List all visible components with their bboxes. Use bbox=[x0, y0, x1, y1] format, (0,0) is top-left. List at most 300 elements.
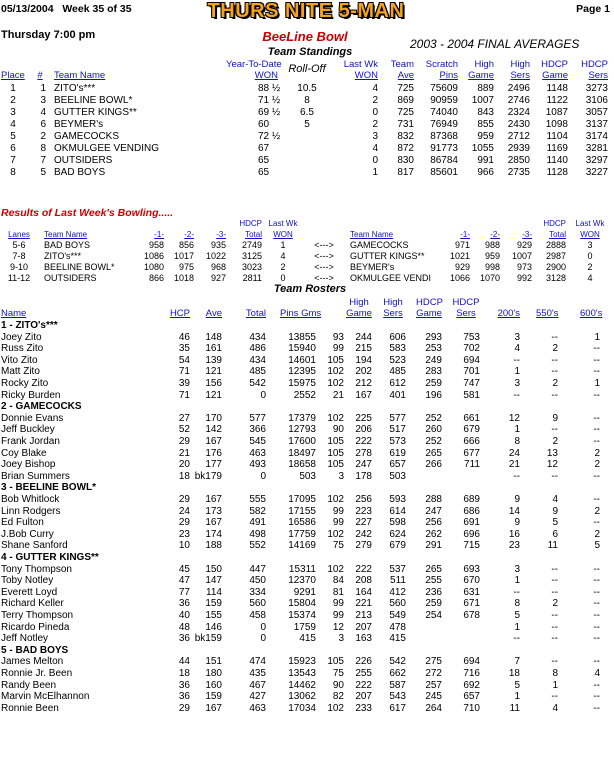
roster-cell: 105 bbox=[327, 448, 344, 459]
roster-cell: 13 bbox=[546, 448, 558, 459]
roster-cell: 36 bbox=[178, 633, 190, 644]
roster-cell: -- bbox=[593, 691, 600, 702]
results-cell: 929 bbox=[454, 262, 470, 272]
roster-cell: 5 bbox=[594, 540, 600, 551]
standings-row bbox=[0, 131, 614, 142]
results-cell: BAD BOYS bbox=[44, 240, 91, 250]
standings-row bbox=[0, 167, 614, 178]
roster-cell: 2 bbox=[594, 506, 600, 517]
roster-cell: 29 bbox=[178, 494, 190, 505]
roster-cell: 45 bbox=[178, 564, 190, 575]
roster-cell: 18497 bbox=[288, 448, 316, 459]
standings-col-header: High Sers bbox=[510, 59, 530, 81]
results-cell: 968 bbox=[210, 262, 226, 272]
roster-cell: -- bbox=[593, 413, 600, 424]
roster-cell: -- bbox=[593, 656, 600, 667]
roster-cell: 102 bbox=[327, 366, 344, 377]
roster-row bbox=[0, 668, 614, 679]
results-cell: BEELINE BOWL* bbox=[44, 262, 115, 272]
roster-cell: 753 bbox=[463, 332, 480, 343]
standings-cell: 5 bbox=[40, 167, 46, 178]
roster-cell: 10 bbox=[178, 540, 190, 551]
roster-cell: 159 bbox=[205, 691, 222, 702]
roster-cell: 176 bbox=[205, 448, 222, 459]
roster-cell: 503 bbox=[299, 471, 316, 482]
roster-cell: 207 bbox=[355, 691, 372, 702]
roster-cell: 458 bbox=[249, 610, 266, 621]
roster-cell: 1 bbox=[514, 622, 520, 633]
results-cell: GUTTER KINGS** bbox=[350, 251, 425, 261]
standings-title: Team Standings bbox=[267, 46, 353, 58]
roster-cell: Ricardo Pineda bbox=[1, 622, 70, 633]
roster-cell: 36 bbox=[178, 598, 190, 609]
roster-cell: 573 bbox=[389, 436, 406, 447]
roster-cell: 4 bbox=[594, 668, 600, 679]
standings-cell: 830 bbox=[397, 155, 414, 166]
roster-cell: 233 bbox=[355, 703, 372, 714]
standings-cell: 8 bbox=[10, 167, 16, 178]
roster-cell: 13855 bbox=[288, 332, 316, 343]
roster-cell: 619 bbox=[389, 448, 406, 459]
roster-row bbox=[0, 343, 614, 354]
rosters-col-header: 550's bbox=[536, 308, 559, 319]
roster-cell: 121 bbox=[205, 366, 222, 377]
results-cell: 973 bbox=[516, 262, 532, 272]
standings-cell: 6.5 bbox=[300, 107, 314, 118]
roster-cell: 21 bbox=[332, 390, 344, 401]
report-week: Week 35 of 35 bbox=[62, 3, 132, 15]
roster-cell: Vito Zito bbox=[1, 355, 38, 366]
roster-cell: 174 bbox=[205, 529, 222, 540]
roster-cell: 587 bbox=[389, 680, 406, 691]
roster-cell: 17034 bbox=[288, 703, 316, 714]
roster-cell: Tony Thompson bbox=[1, 564, 72, 575]
standings-cell: 6 bbox=[10, 143, 16, 154]
roster-cell: 266 bbox=[425, 459, 442, 470]
roster-cell: 27 bbox=[178, 413, 190, 424]
roster-cell: 549 bbox=[389, 610, 406, 621]
roster-cell: 156 bbox=[205, 378, 222, 389]
roster-cell: 545 bbox=[249, 436, 266, 447]
roster-cell: 262 bbox=[425, 529, 442, 540]
rosters-col-header: 600's bbox=[580, 308, 603, 319]
roster-cell: 52 bbox=[178, 424, 190, 435]
roster-cell: -- bbox=[593, 598, 600, 609]
standings-cell: 2324 bbox=[507, 107, 530, 118]
standings-cell: 4 bbox=[10, 119, 16, 130]
results-col-header: HDCP Total bbox=[239, 219, 262, 239]
roster-cell: 12793 bbox=[288, 424, 316, 435]
roster-cell: -- bbox=[593, 680, 600, 691]
roster-cell: 247 bbox=[355, 459, 372, 470]
roster-cell: 102 bbox=[327, 378, 344, 389]
standings-cell: 2939 bbox=[507, 143, 530, 154]
roster-cell: 694 bbox=[463, 656, 480, 667]
roster-cell: 17759 bbox=[288, 529, 316, 540]
team-section-title: 3 - BEELINE BOWL* bbox=[1, 482, 97, 493]
roster-cell: 0 bbox=[260, 390, 266, 401]
day-time: Thursday 7:00 pm bbox=[1, 29, 96, 41]
standings-cell: 1007 bbox=[471, 95, 494, 106]
roster-row bbox=[0, 587, 614, 598]
roster-cell: 36 bbox=[178, 691, 190, 702]
standings-cell: 75609 bbox=[430, 83, 458, 94]
results-col-header: -2- bbox=[184, 230, 194, 239]
results-cell: OUTSIDERS bbox=[44, 273, 97, 283]
roster-cell: 167 bbox=[355, 390, 372, 401]
results-cell: <---> bbox=[314, 273, 334, 283]
roster-cell: 3 bbox=[514, 378, 520, 389]
roster-cell: 511 bbox=[390, 575, 406, 586]
roster-cell: 150 bbox=[205, 564, 222, 575]
results-cell: 998 bbox=[484, 262, 500, 272]
roster-cell: 9 bbox=[552, 413, 558, 424]
roster-cell: 278 bbox=[355, 448, 372, 459]
bowling-center: BeeLine Bowl bbox=[262, 29, 348, 44]
roster-cell: 593 bbox=[389, 494, 406, 505]
results-col-header: Team Name bbox=[350, 230, 394, 239]
roster-cell: Everett Loyd bbox=[1, 587, 58, 598]
standings-col-header: Scratch Pins bbox=[425, 59, 458, 81]
results-title: Results of Last Week's Bowling..... bbox=[1, 207, 174, 219]
roster-cell: 291 bbox=[425, 540, 442, 551]
roster-cell: Donnie Evans bbox=[1, 413, 64, 424]
rosters-col-header: Total bbox=[245, 308, 266, 319]
standings-col-header: HDCP Sers bbox=[581, 59, 608, 81]
roster-cell: 247 bbox=[425, 506, 442, 517]
roster-cell: 178 bbox=[355, 471, 372, 482]
roster-cell: -- bbox=[551, 355, 558, 366]
roster-cell: 222 bbox=[355, 436, 372, 447]
roster-cell: 334 bbox=[249, 587, 266, 598]
roster-cell: 12 bbox=[508, 413, 520, 424]
roster-cell: -- bbox=[551, 366, 558, 377]
roster-row bbox=[0, 424, 614, 435]
results-cell: GAMECOCKS bbox=[350, 240, 409, 250]
roster-cell: Brian Summers bbox=[1, 471, 70, 482]
roster-cell: 151 bbox=[205, 656, 222, 667]
standings-cell: 2 bbox=[372, 119, 378, 130]
standings-cell: BEELINE BOWL* bbox=[54, 95, 133, 106]
standings-cell: 86784 bbox=[430, 155, 458, 166]
roster-cell: 252 bbox=[425, 413, 442, 424]
results-cell: <---> bbox=[314, 251, 334, 261]
roster-cell: 114 bbox=[206, 587, 222, 598]
roster-cell: 15374 bbox=[288, 610, 316, 621]
roster-cell: 560 bbox=[389, 598, 406, 609]
roster-cell: -- bbox=[593, 390, 600, 401]
roster-cell: 15940 bbox=[288, 343, 316, 354]
roster-cell: 105 bbox=[327, 459, 344, 470]
roster-row bbox=[0, 622, 614, 633]
roster-cell: -- bbox=[551, 691, 558, 702]
results-cell: 0 bbox=[280, 273, 286, 283]
roster-cell: 5 bbox=[514, 680, 520, 691]
roster-cell: James Melton bbox=[1, 656, 64, 667]
standings-cell: 3297 bbox=[585, 155, 608, 166]
results-cell: <---> bbox=[314, 240, 334, 250]
roster-cell: 93 bbox=[332, 332, 344, 343]
results-cell: 1 bbox=[280, 240, 286, 250]
roster-cell: 77 bbox=[178, 587, 190, 598]
results-cell: 856 bbox=[178, 240, 194, 250]
roster-cell: 12395 bbox=[288, 366, 316, 377]
roster-row bbox=[0, 529, 614, 540]
standings-cell: 3106 bbox=[585, 95, 608, 106]
roster-cell: 463 bbox=[249, 703, 266, 714]
standings-cell: 1 bbox=[40, 83, 46, 94]
roster-cell: 105 bbox=[327, 355, 344, 366]
standings-cell: ZITO's*** bbox=[54, 83, 96, 94]
roster-cell: 747 bbox=[463, 378, 480, 389]
roster-cell: 99 bbox=[332, 343, 344, 354]
results-col-header: HDCP Total bbox=[543, 219, 566, 239]
roster-cell: 11 bbox=[509, 703, 520, 714]
roster-cell: 8 bbox=[514, 598, 520, 609]
roster-cell: 29 bbox=[178, 436, 190, 447]
roster-cell: 75 bbox=[332, 668, 344, 679]
roster-cell: 474 bbox=[249, 656, 266, 667]
roster-cell: 631 bbox=[463, 587, 480, 598]
standings-cell: 2850 bbox=[507, 155, 530, 166]
roster-cell: 2 bbox=[552, 436, 558, 447]
results-cell: 988 bbox=[484, 240, 500, 250]
roster-cell: 0 bbox=[260, 633, 266, 644]
roster-cell: 105 bbox=[327, 656, 344, 667]
roster-cell: bk159 bbox=[194, 633, 222, 644]
results-cell: 3 bbox=[587, 240, 593, 250]
standings-cell: 991 bbox=[477, 155, 494, 166]
roster-cell: -- bbox=[593, 610, 600, 621]
rosters-col-header: Ave bbox=[205, 308, 222, 319]
roster-row bbox=[0, 610, 614, 621]
rosters-col-header: High Sers bbox=[383, 297, 403, 319]
roster-cell: -- bbox=[593, 622, 600, 633]
roster-cell: 177 bbox=[205, 459, 222, 470]
roster-cell: 222 bbox=[355, 680, 372, 691]
standings-cell: 85601 bbox=[430, 167, 458, 178]
roster-cell: 29 bbox=[178, 517, 190, 528]
standings-cell: 832 bbox=[397, 131, 414, 142]
roster-cell: 99 bbox=[332, 610, 344, 621]
roster-cell: 691 bbox=[463, 517, 480, 528]
roster-cell: Ronnie Jr. Been bbox=[1, 668, 73, 679]
roster-cell: 1 bbox=[514, 691, 520, 702]
roster-cell: 485 bbox=[249, 366, 266, 377]
standings-cell: 2 bbox=[372, 95, 378, 106]
roster-cell: Jeff Buckley bbox=[1, 424, 55, 435]
roster-cell: 434 bbox=[249, 355, 266, 366]
results-col-header: Last Wk WON bbox=[575, 219, 605, 239]
roster-cell: 170 bbox=[205, 413, 222, 424]
results-row bbox=[0, 262, 614, 273]
roster-cell: Randy Been bbox=[1, 680, 57, 691]
roster-cell: 670 bbox=[463, 575, 480, 586]
results-cell: 958 bbox=[148, 240, 164, 250]
roster-cell: 614 bbox=[389, 506, 406, 517]
roster-cell: 159 bbox=[205, 598, 222, 609]
roster-cell: 208 bbox=[355, 575, 372, 586]
roster-cell: 215 bbox=[355, 343, 372, 354]
roster-cell: 102 bbox=[327, 494, 344, 505]
roster-cell: 245 bbox=[425, 691, 442, 702]
roster-cell: Frank Jordan bbox=[1, 436, 60, 447]
roster-cell: 48 bbox=[178, 622, 190, 633]
roster-cell: 693 bbox=[463, 564, 480, 575]
standings-cell: BAD BOYS bbox=[54, 167, 106, 178]
roster-cell: 679 bbox=[389, 540, 406, 551]
roster-cell: 702 bbox=[463, 343, 480, 354]
roster-cell: 9 bbox=[514, 494, 520, 505]
roster-cell: 18 bbox=[508, 668, 520, 679]
standings-cell: 5 bbox=[10, 131, 16, 142]
standings-cell: 731 bbox=[397, 119, 414, 130]
results-col-header: Lanes bbox=[8, 230, 30, 239]
results-cell: 927 bbox=[210, 273, 226, 283]
roster-cell: 2 bbox=[552, 378, 558, 389]
roster-cell: Jeff Notley bbox=[1, 633, 49, 644]
roster-cell: 212 bbox=[355, 378, 372, 389]
roster-cell: 24 bbox=[178, 506, 190, 517]
standings-cell: 3174 bbox=[585, 131, 608, 142]
roster-cell: 661 bbox=[463, 413, 480, 424]
roster-cell: 252 bbox=[425, 436, 442, 447]
standings-cell: GUTTER KINGS** bbox=[54, 107, 137, 118]
roster-cell: Marvin McElhannon bbox=[1, 691, 90, 702]
roster-cell: -- bbox=[551, 622, 558, 633]
roster-cell: 142 bbox=[205, 424, 222, 435]
results-col-header: -2- bbox=[490, 230, 500, 239]
results-cell: 1007 bbox=[511, 251, 532, 261]
roster-row bbox=[0, 378, 614, 389]
standings-cell: 3273 bbox=[585, 83, 608, 94]
roster-cell: 102 bbox=[327, 413, 344, 424]
standings-col-header: Year-To-Date WON bbox=[226, 59, 282, 81]
roster-cell: 8 bbox=[514, 436, 520, 447]
results-cell: 2987 bbox=[545, 251, 566, 261]
standings-row bbox=[0, 107, 614, 118]
roster-cell: 677 bbox=[463, 448, 480, 459]
roster-row bbox=[0, 633, 614, 644]
results-cell: 2 bbox=[587, 262, 593, 272]
roster-cell: -- bbox=[593, 343, 600, 354]
roster-cell: 71 bbox=[178, 390, 190, 401]
rosters-title: Team Rosters bbox=[273, 283, 347, 295]
roster-cell: 710 bbox=[463, 703, 480, 714]
roster-cell: 612 bbox=[389, 378, 406, 389]
roster-cell: 163 bbox=[355, 633, 372, 644]
standings-row bbox=[0, 143, 614, 154]
roster-cell: 102 bbox=[327, 564, 344, 575]
roster-cell: 5 bbox=[514, 610, 520, 621]
roster-cell: -- bbox=[593, 517, 600, 528]
roster-cell: 537 bbox=[389, 564, 406, 575]
roster-cell: 12370 bbox=[288, 575, 316, 586]
results-cell: 3023 bbox=[241, 262, 262, 272]
roster-cell: -- bbox=[593, 436, 600, 447]
roster-cell: 161 bbox=[205, 343, 222, 354]
results-cell: 1018 bbox=[173, 273, 194, 283]
roster-cell: 255 bbox=[355, 668, 372, 679]
roster-cell: 577 bbox=[389, 413, 406, 424]
standings-cell: 872 bbox=[397, 143, 414, 154]
results-col-header: Team Name bbox=[44, 230, 88, 239]
roster-cell: 46 bbox=[178, 332, 190, 343]
roster-cell: 427 bbox=[249, 691, 266, 702]
roster-cell: 485 bbox=[389, 366, 406, 377]
roster-cell: 0 bbox=[260, 471, 266, 482]
standings-cell: 8 bbox=[40, 143, 46, 154]
roster-cell: 242 bbox=[355, 529, 372, 540]
standings-row bbox=[0, 119, 614, 130]
roster-cell: 415 bbox=[389, 633, 406, 644]
standings-cell: 91773 bbox=[430, 143, 458, 154]
roster-cell: 265 bbox=[425, 448, 442, 459]
roster-cell: 18 bbox=[178, 668, 190, 679]
standings-cell: 1098 bbox=[545, 119, 568, 130]
league-title: THURS NITE 5-MAN bbox=[207, 0, 405, 22]
roster-cell: 99 bbox=[332, 517, 344, 528]
roster-cell: 121 bbox=[205, 390, 222, 401]
roster-row bbox=[0, 390, 614, 401]
roster-cell: 15804 bbox=[288, 598, 316, 609]
roster-cell: 249 bbox=[425, 355, 442, 366]
roster-cell: 543 bbox=[389, 691, 406, 702]
results-cell: OKMULGEE VENDI bbox=[350, 273, 432, 283]
roster-cell: 81 bbox=[332, 587, 344, 598]
standings-col-header: Place bbox=[1, 70, 25, 81]
roster-cell: 467 bbox=[249, 680, 266, 691]
page-number: Page 1 bbox=[576, 3, 610, 15]
roster-cell: Coy Blake bbox=[1, 448, 47, 459]
roster-cell: 160 bbox=[205, 680, 222, 691]
roster-cell: 412 bbox=[389, 587, 406, 598]
standings-cell: 1122 bbox=[546, 95, 568, 106]
standings-cell: OKMULGEE VENDING bbox=[54, 143, 160, 154]
results-cell: 7-8 bbox=[12, 251, 26, 261]
roster-cell: 450 bbox=[249, 575, 266, 586]
roster-cell: 15975 bbox=[288, 378, 316, 389]
results-cell: 3125 bbox=[241, 251, 262, 261]
team-section-title: 4 - GUTTER KINGS** bbox=[1, 552, 99, 563]
roster-cell: -- bbox=[513, 587, 520, 598]
roster-cell: 207 bbox=[355, 622, 372, 633]
roster-cell: 435 bbox=[249, 668, 266, 679]
standings-cell: 74040 bbox=[430, 107, 458, 118]
roster-cell: 275 bbox=[425, 656, 442, 667]
roster-cell: 180 bbox=[205, 668, 222, 679]
roster-cell: 194 bbox=[355, 355, 372, 366]
roster-cell: 225 bbox=[355, 413, 372, 424]
roster-cell: 256 bbox=[355, 494, 372, 505]
roster-cell: Joey Zito bbox=[1, 332, 42, 343]
roster-cell: -- bbox=[593, 424, 600, 435]
roster-cell: 14 bbox=[508, 506, 520, 517]
roster-row bbox=[0, 355, 614, 366]
roster-cell: 523 bbox=[389, 355, 406, 366]
roster-cell: -- bbox=[593, 633, 600, 644]
roster-cell: 21 bbox=[508, 459, 520, 470]
rosters-col-header: 200's bbox=[497, 308, 520, 319]
roster-cell: 555 bbox=[249, 494, 266, 505]
roster-row bbox=[0, 366, 614, 377]
roster-cell: -- bbox=[551, 587, 558, 598]
roster-cell: 478 bbox=[389, 622, 406, 633]
roster-cell: 105 bbox=[327, 436, 344, 447]
roster-cell: 2 bbox=[552, 598, 558, 609]
roster-cell: 35 bbox=[178, 343, 190, 354]
roster-cell: 447 bbox=[249, 564, 266, 575]
